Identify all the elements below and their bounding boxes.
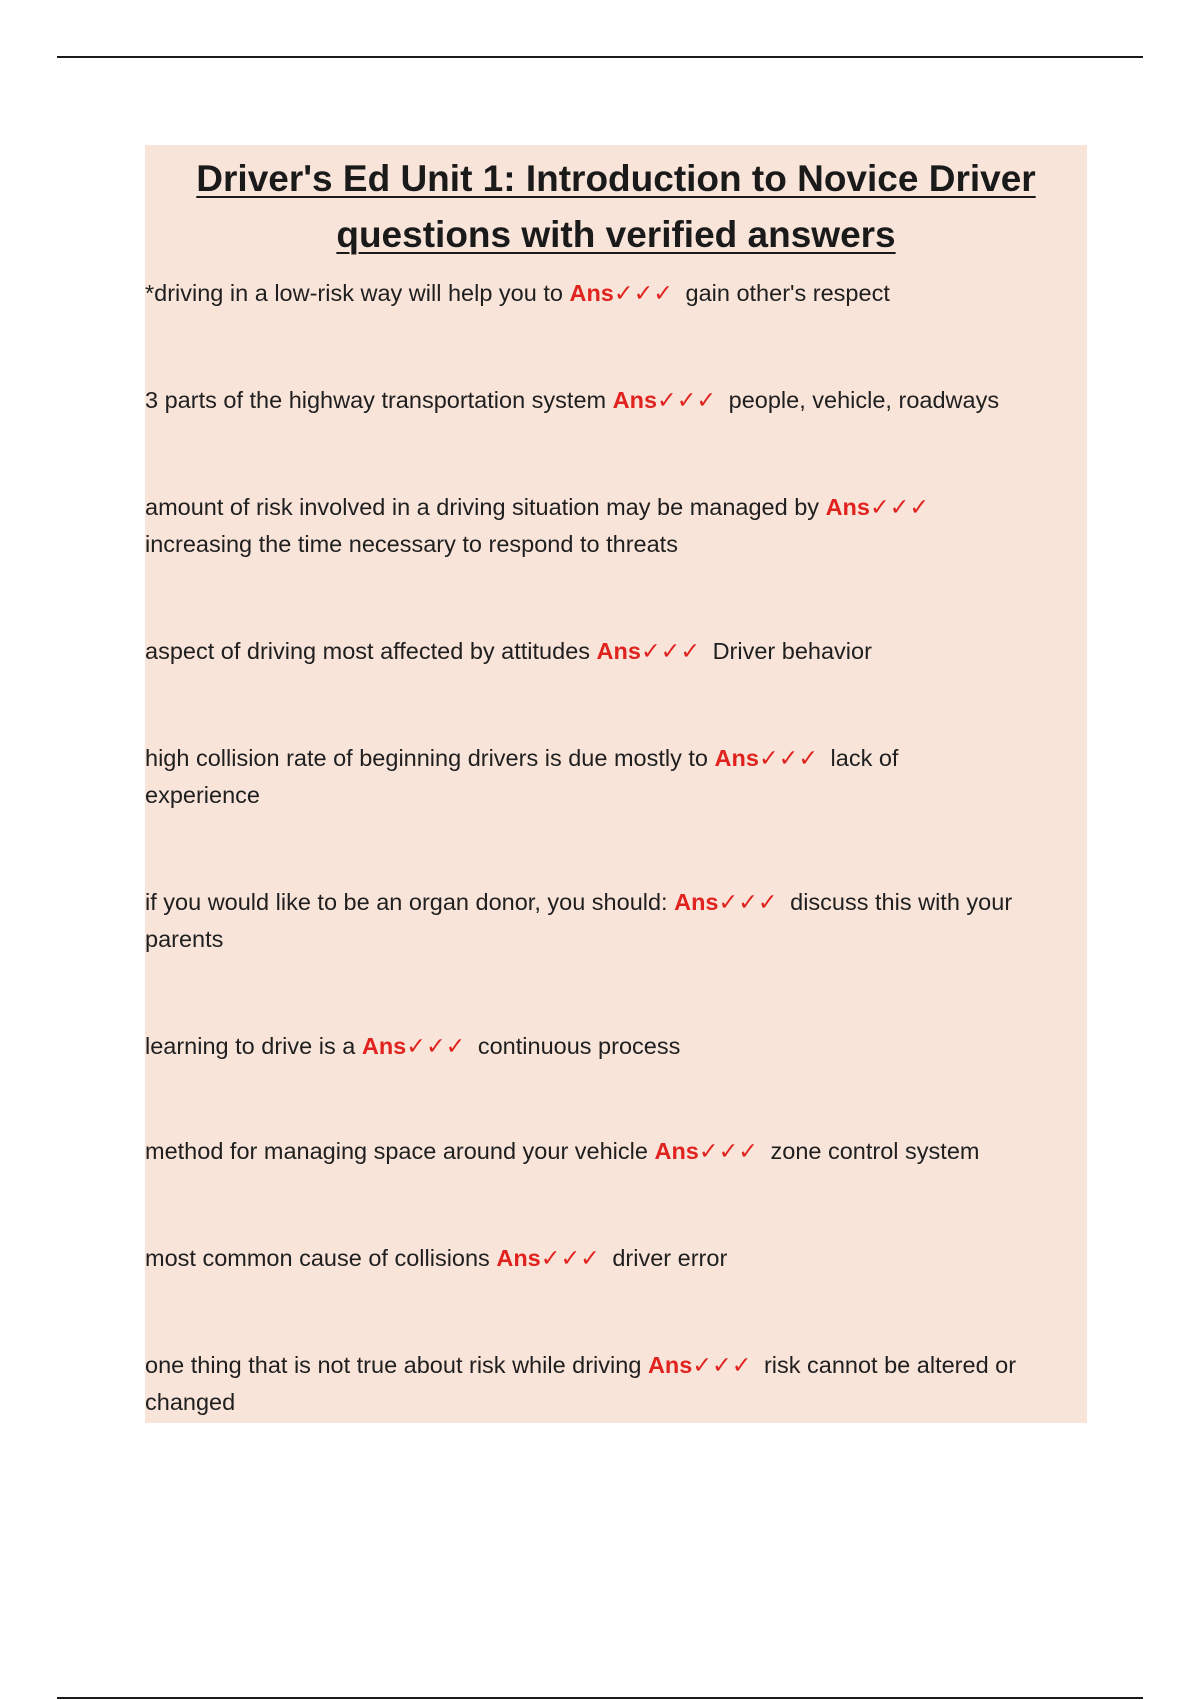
- qa-item-7: [145, 1028, 1105, 1065]
- qa-item-3: [145, 489, 1005, 563]
- qa-item-10: [145, 1347, 1085, 1421]
- qa-item-4: [145, 633, 1105, 670]
- answer-text: gain other's respect: [685, 280, 890, 306]
- question-text: *driving in a low-risk way will help you to: [145, 280, 563, 306]
- answer-text: continuous process: [477, 1033, 681, 1059]
- answer-label: Ans: [612, 387, 658, 413]
- qa-item-2: [145, 382, 1105, 419]
- checkmark-icon: ✓✓✓: [540, 1245, 600, 1271]
- qa-item-5: [145, 740, 965, 814]
- question-text: most common cause of collisions: [145, 1245, 490, 1271]
- answer-text: risk cannot be altered or changed: [145, 1352, 1017, 1415]
- question-text: one thing that is not true about risk while driving: [145, 1352, 642, 1378]
- answer-text: increasing the time necessary to respond to threats: [145, 531, 678, 557]
- document-title: [145, 145, 1087, 263]
- title-line-1: Driver's Ed Unit 1: Introduction to Novice Driver: [196, 158, 1036, 199]
- answer-label: Ans: [714, 745, 759, 771]
- qa-item-1: [145, 275, 1105, 312]
- question-text: amount of risk involved in a driving situation may be managed by: [145, 494, 820, 520]
- answer-label: Ans: [647, 1352, 693, 1378]
- answer-label: Ans: [654, 1138, 699, 1164]
- qa-item-9: [145, 1240, 1105, 1277]
- question-text: method for managing space around your vehicle: [145, 1138, 648, 1164]
- answer-text: people, vehicle, roadways: [728, 387, 1000, 413]
- answer-label: Ans: [674, 889, 719, 915]
- question-text: 3 parts of the highway transportation system: [145, 387, 607, 413]
- answer-label: Ans: [496, 1245, 541, 1271]
- checkmark-icon: ✓✓✓: [613, 280, 673, 306]
- checkmark-icon: ✓✓✓: [718, 889, 778, 915]
- question-text: if you would like to be an organ donor, you should:: [145, 889, 668, 915]
- checkmark-icon: ✓✓✓: [640, 638, 701, 664]
- footer-rule: [57, 1697, 1143, 1699]
- checkmark-icon: ✓✓✓: [869, 494, 930, 520]
- answer-text: driver error: [612, 1245, 728, 1271]
- qa-item-6: [145, 884, 1045, 958]
- question-text: learning to drive is a: [145, 1033, 356, 1059]
- header-rule: [57, 56, 1143, 58]
- question-text: high collision rate of beginning drivers is due mostly to: [145, 745, 708, 771]
- title-line-2: questions with verified answers: [336, 214, 896, 255]
- checkmark-icon: ✓✓✓: [758, 745, 819, 771]
- answer-text: zone control system: [770, 1138, 980, 1164]
- checkmark-icon: ✓✓✓: [657, 387, 717, 413]
- answer-label: Ans: [596, 638, 641, 664]
- answer-label: Ans: [361, 1033, 407, 1059]
- checkmark-icon: ✓✓✓: [692, 1352, 752, 1378]
- answer-text: lack of experience: [145, 745, 899, 808]
- document-body: [145, 145, 1087, 1423]
- checkmark-icon: ✓✓✓: [698, 1138, 758, 1164]
- answer-text: discuss this with your parents: [145, 889, 1013, 952]
- answer-text: Driver behavior: [712, 638, 872, 664]
- qa-item-8: [145, 1133, 1105, 1170]
- answer-label: Ans: [825, 494, 870, 520]
- checkmark-icon: ✓✓✓: [406, 1033, 466, 1059]
- answer-label: Ans: [569, 280, 614, 306]
- question-text: aspect of driving most affected by attitudes: [145, 638, 591, 664]
